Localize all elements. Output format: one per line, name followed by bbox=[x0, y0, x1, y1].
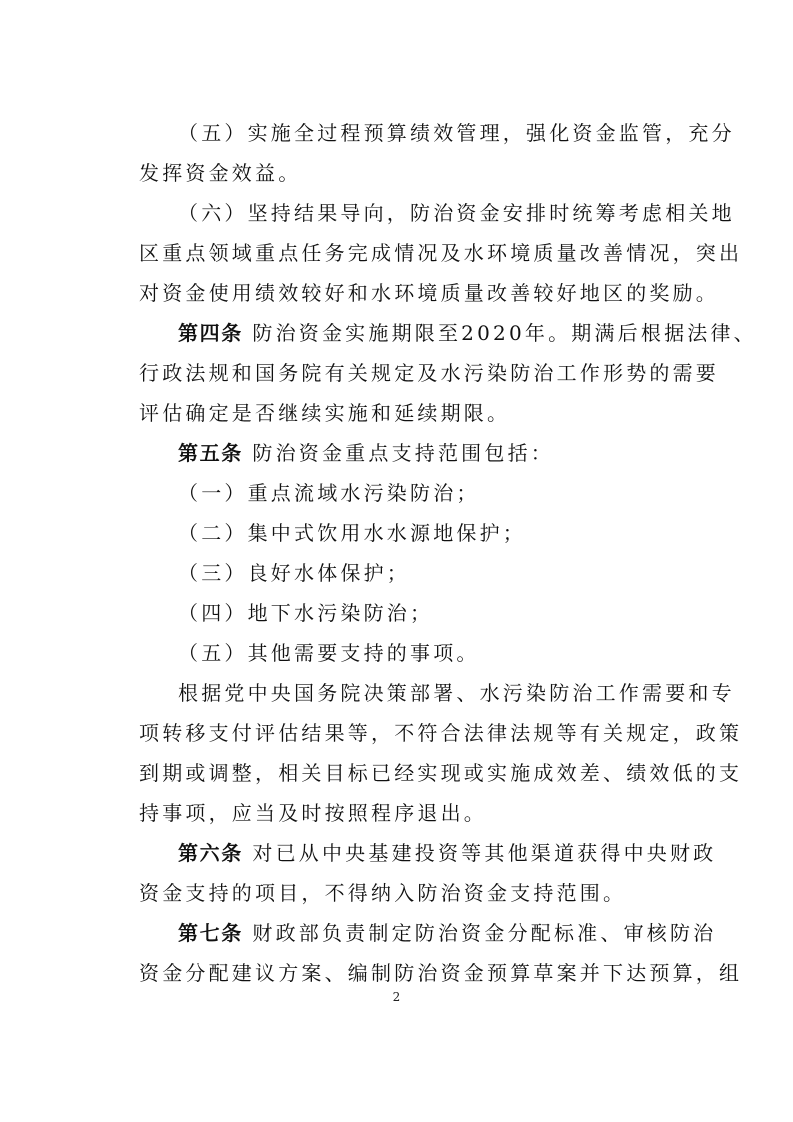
paragraph-line: 根据党中央国务院决策部署、水污染防治工作需要和专 bbox=[178, 681, 735, 705]
article-label: 第五条 bbox=[178, 441, 243, 465]
list-item: （四）地下水污染防治； bbox=[178, 601, 434, 625]
list-item: （三）良好水体保护； bbox=[178, 561, 410, 585]
article-text: 对已从中央基建投资等其他渠道获得中央财政 bbox=[252, 841, 717, 865]
list-item: （一）重点流域水污染防治； bbox=[178, 481, 480, 505]
list-item: （五）其他需要支持的事项。 bbox=[178, 641, 480, 665]
article-line bbox=[178, 833, 716, 873]
article-text: 防治资金重点支持范围包括： bbox=[252, 441, 554, 465]
paragraph-line: 持事项，应当及时按照程序退出。 bbox=[139, 801, 487, 825]
paragraph-line: 资金分配建议方案、编制防治资金预算草案并下达预算，组 bbox=[139, 961, 743, 985]
paragraph-line: 发挥资金效益。 bbox=[139, 161, 302, 185]
paragraph-line: 评估确定是否继续实施和延续期限。 bbox=[139, 401, 511, 425]
article-text: 财政部负责制定防治资金分配标准、审核防治 bbox=[252, 921, 717, 945]
paragraph-line: 到期或调整，相关目标已经实现或实施成效差、绩效低的支 bbox=[139, 761, 743, 785]
article-line bbox=[178, 433, 554, 473]
article-line bbox=[178, 313, 757, 353]
page-number: 2 bbox=[392, 990, 401, 1004]
article-label: 第六条 bbox=[178, 841, 243, 865]
paragraph-line: 区重点领域重点任务完成情况及水环境质量改善情况，突出 bbox=[139, 241, 743, 265]
list-item: （二）集中式饮用水水源地保护； bbox=[178, 521, 526, 545]
article-text: 防治资金实施期限至2020年。期满后根据法律、 bbox=[252, 321, 757, 345]
article-label: 第七条 bbox=[178, 921, 243, 945]
article-line bbox=[178, 913, 716, 953]
article-label: 第四条 bbox=[178, 321, 243, 345]
paragraph-line: 资金支持的项目，不得纳入防治资金支持范围。 bbox=[139, 881, 627, 905]
paragraph-line: 项转移支付评估结果等，不符合法律法规等有关规定，政策 bbox=[139, 721, 743, 745]
paragraph-line: （六）坚持结果导向，防治资金安排时统筹考虑相关地 bbox=[178, 201, 735, 225]
paragraph-line: 行政法规和国务院有关规定及水污染防治工作形势的需要 bbox=[139, 361, 719, 385]
paragraph-line: 对资金使用绩效较好和水环境质量改善较好地区的奖励。 bbox=[139, 281, 719, 305]
paragraph-line: （五）实施全过程预算绩效管理，强化资金监管，充分 bbox=[178, 121, 735, 145]
